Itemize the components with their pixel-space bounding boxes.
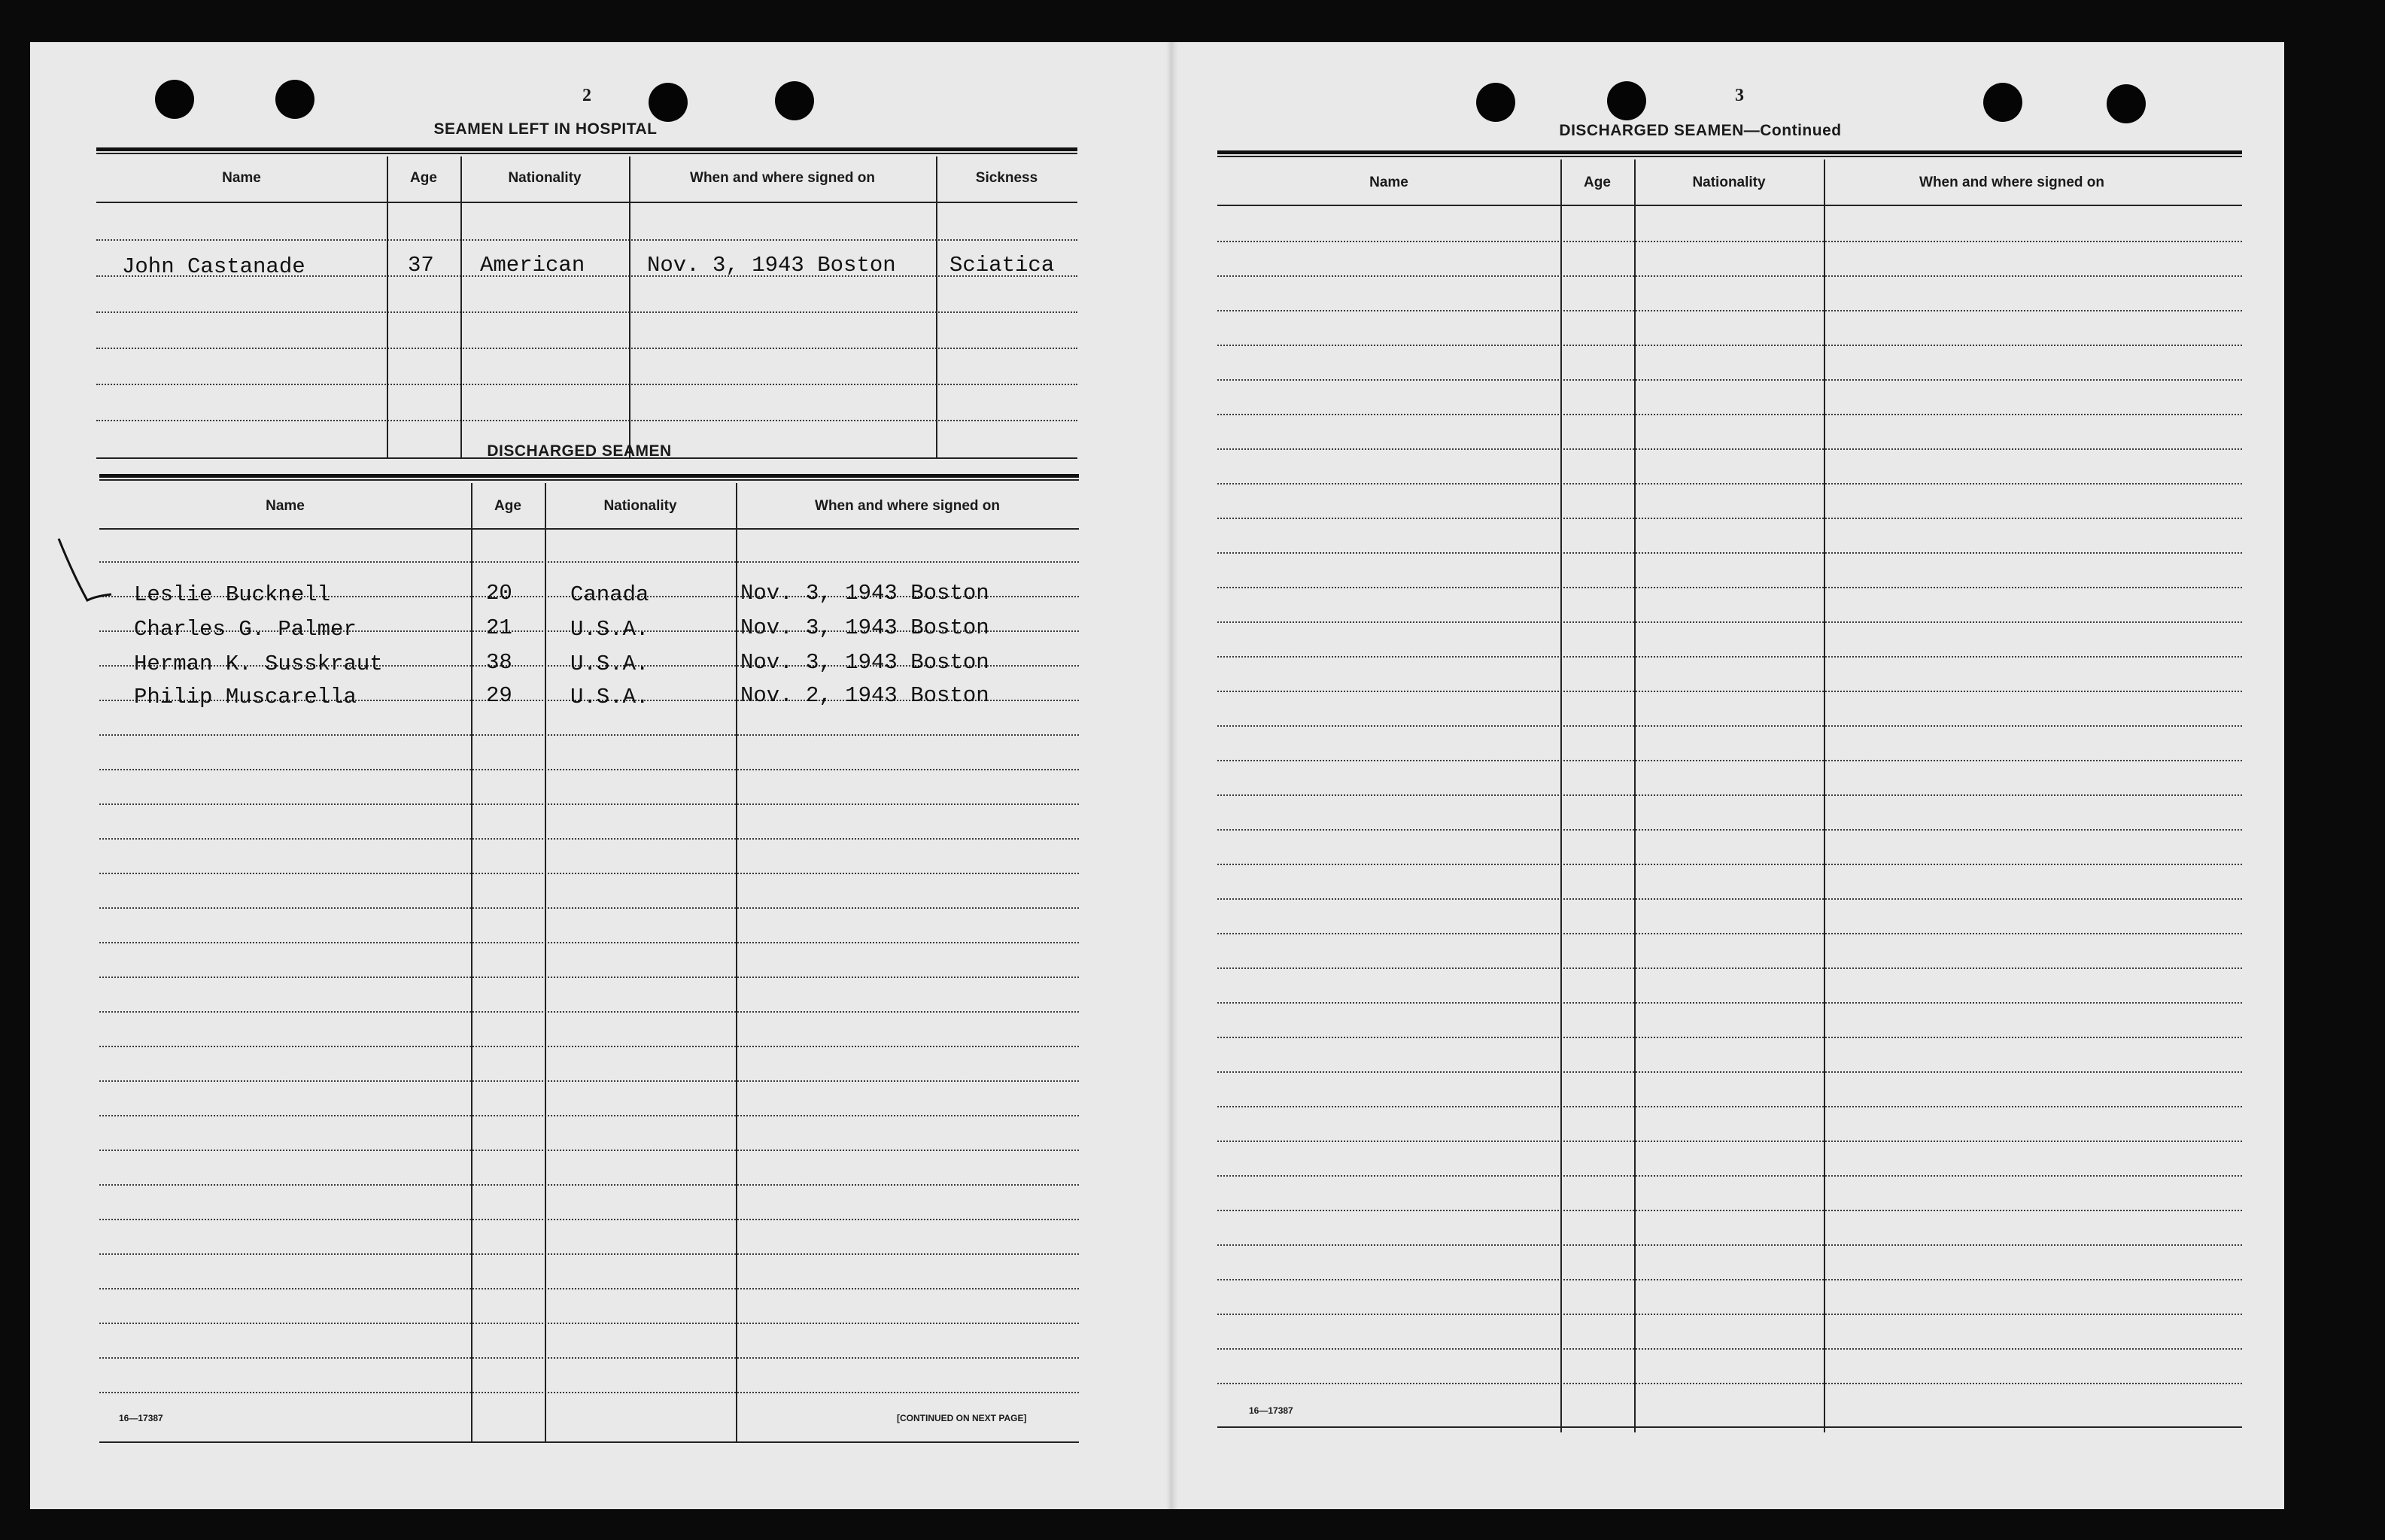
discharged-section-title: DISCHARGED SEAMEN [487, 442, 672, 460]
discharged-row-nationality: Canada [570, 582, 649, 607]
discharged-row-age: 29 [486, 683, 512, 708]
discharged-continued-table [1217, 150, 2242, 1437]
punch-hole-icon [155, 80, 194, 119]
hospital-table [96, 147, 1077, 466]
colhead-name: Name [1369, 175, 1408, 190]
right-form-code: 16—17387 [1249, 1405, 1293, 1416]
hospital-section-title: SEAMEN LEFT IN HOSPITAL [433, 120, 658, 138]
punch-hole-icon [1607, 81, 1646, 120]
discharged-row-name: Charles G. Palmer [134, 617, 357, 642]
discharged-row-nationality: U.S.A. [570, 685, 649, 709]
page-fold [1166, 42, 1178, 1509]
colhead-nationality: Nationality [1692, 175, 1766, 190]
discharged-row-name: Philip Muscarella [134, 685, 357, 709]
hospital-row-nationality: American [480, 253, 585, 278]
punch-hole-icon [1983, 83, 2022, 122]
discharged-row-signed-on: Nov. 3, 1943 Boston [740, 581, 989, 606]
discharged-row-signed-on: Nov. 2, 1943 Boston [740, 683, 989, 708]
discharged-row-signed-on: Nov. 3, 1943 Boston [740, 650, 989, 675]
continued-note: [CONTINUED ON NEXT PAGE] [897, 1413, 1027, 1423]
colhead-name: Name [266, 498, 305, 514]
colhead-age: Age [1584, 175, 1611, 190]
colhead-age: Age [494, 498, 521, 514]
document-sheet [30, 42, 2284, 1509]
discharged-row-nationality: U.S.A. [570, 617, 649, 642]
discharged-row-nationality: U.S.A. [570, 652, 649, 676]
discharged-row-signed-on: Nov. 3, 1943 Boston [740, 615, 989, 640]
colhead-sickness: Sickness [975, 170, 1038, 186]
punch-hole-icon [775, 81, 814, 120]
discharged-row-age: 20 [486, 581, 512, 606]
discharged-row-name: Herman K. Susskraut [134, 652, 383, 676]
colhead-nationality: Nationality [603, 498, 677, 514]
colhead-name: Name [222, 170, 261, 186]
check-mark-icon [53, 494, 113, 606]
hospital-row-name: John Castanade [122, 254, 305, 279]
hospital-row-signed-on: Nov. 3, 1943 Boston [647, 253, 896, 278]
right-section-title: DISCHARGED SEAMEN—Continued [1559, 122, 1842, 139]
discharged-row-name: Leslie Bucknell [134, 582, 331, 607]
hospital-row-sickness: Sciatica [949, 253, 1055, 278]
left-page-number: 2 [582, 86, 591, 105]
punch-hole-icon [2107, 84, 2146, 123]
punch-hole-icon [1476, 83, 1515, 122]
punch-hole-icon [649, 83, 688, 122]
colhead-signed-on: When and where signed on [815, 498, 1000, 514]
discharged-row-age: 38 [486, 650, 512, 675]
colhead-signed-on: When and where signed on [1919, 175, 2104, 190]
colhead-nationality: Nationality [508, 170, 582, 186]
colhead-signed-on: When and where signed on [690, 170, 875, 186]
discharged-row-age: 21 [486, 615, 512, 640]
colhead-age: Age [410, 170, 437, 186]
punch-hole-icon [275, 80, 314, 119]
hospital-row-age: 37 [408, 253, 434, 278]
discharged-table [99, 474, 1079, 1452]
right-page-number: 3 [1735, 86, 1744, 105]
left-form-code: 16—17387 [119, 1413, 163, 1423]
